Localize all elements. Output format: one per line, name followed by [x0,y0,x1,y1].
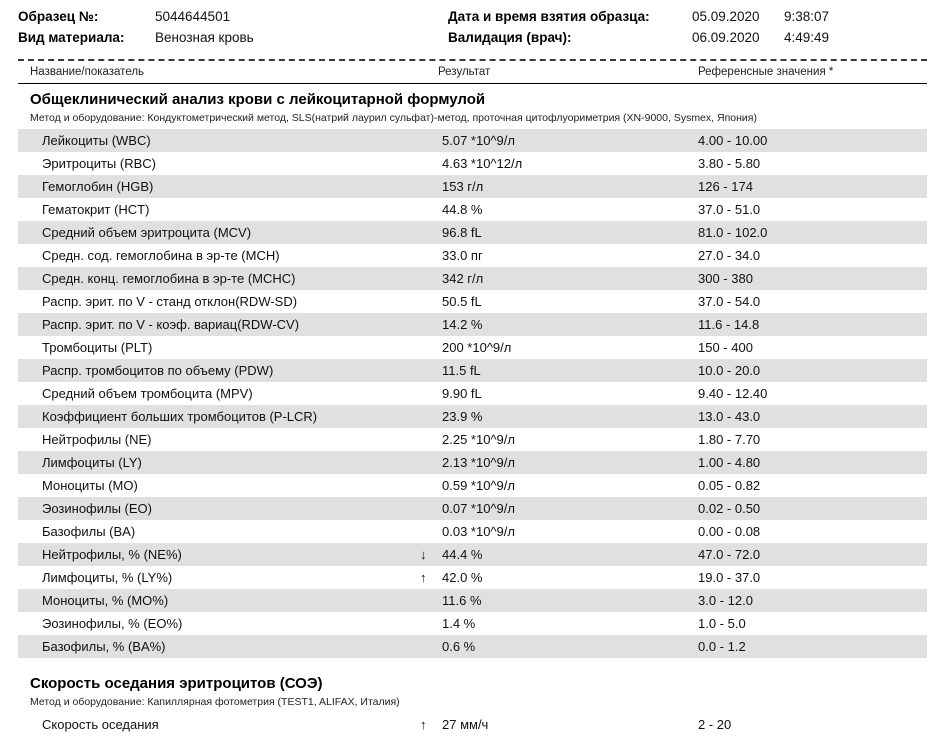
row-reference: 0.02 - 0.50 [698,501,761,517]
table-row [18,152,927,175]
row-reference: 0.05 - 0.82 [698,478,761,494]
table-row [18,612,927,635]
row-reference: 47.0 - 72.0 [698,547,761,563]
table-row [18,405,927,428]
row-result [438,616,698,631]
row-result [438,524,698,539]
row-reference: 300 - 380 [698,271,753,287]
row-result [438,248,698,263]
row-result [438,432,698,447]
row-value: 4.63 *10^12/л [442,156,523,172]
row-name: Средн. конц. гемоглобина в эр-те (MCHC) [42,271,296,287]
row-flag-icon: ↑ [420,570,427,586]
collection-datetime-row [448,9,927,30]
row-value: 342 г/л [442,271,484,287]
row-reference: 126 - 174 [698,179,753,195]
section-method [18,111,820,129]
table-row [18,267,927,290]
row-reference: 3.80 - 5.80 [698,156,761,172]
row-name: Моноциты (MO) [42,478,138,494]
row-result [438,593,698,608]
row-name: Тромбоциты (PLT) [42,340,153,356]
row-reference: 9.40 - 12.40 [698,386,768,402]
collection-date-value: 05.09.2020 [692,9,760,24]
row-reference: 27.0 - 34.0 [698,248,761,264]
table-row [18,336,927,359]
row-result [438,294,698,309]
row-result [438,179,698,194]
sample-number-label: Образец №: [18,9,99,24]
row-result [420,547,698,563]
validation-label: Валидация (врач): [448,30,572,45]
method-label: Метод и оборудование: [30,696,145,709]
row-result [438,156,698,171]
table-row [18,198,927,221]
column-headers [18,61,927,83]
collection-datetime-label: Дата и время взятия образца: [448,9,650,24]
validation-row [448,30,927,51]
row-name: Скорость оседания [42,717,159,733]
row-value: 153 г/л [442,179,484,195]
column-header-result: Результат [438,66,491,78]
row-result [438,202,698,217]
row-reference: 13.0 - 43.0 [698,409,761,425]
table-row [18,474,927,497]
row-reference: 1.00 - 4.80 [698,455,761,471]
row-value: 14.2 % [442,317,483,333]
row-flag-icon: ↑ [420,717,427,733]
row-name: Эозинофилы (EO) [42,501,152,517]
row-name: Гемоглобин (HGB) [42,179,154,195]
row-name: Распр. тромбоцитов по объему (PDW) [42,363,274,379]
row-flag-icon: ↓ [420,547,427,563]
row-value: 96.8 fL [442,225,482,241]
section-esr [18,668,927,736]
section-title: Общеклинический анализ крови с лейкоцитарной формулой [30,91,486,108]
table-row [18,359,927,382]
row-result [438,386,698,401]
row-result [438,225,698,240]
table-row [18,244,927,267]
row-value: 0.6 % [442,639,476,655]
row-name: Базофилы, % (BA%) [42,639,166,655]
row-result [438,363,698,378]
material-value: Венозная кровь [155,30,254,45]
row-value: 11.5 fL [442,363,481,379]
row-reference: 37.0 - 51.0 [698,202,761,218]
table-row [18,635,927,658]
row-name: Коэффициент больших тромбоцитов (P-LCR) [42,409,318,425]
table-row [18,221,927,244]
method-label: Метод и оборудование: [30,112,145,124]
row-name: Лейкоциты (WBC) [42,133,151,149]
row-value: 0.59 *10^9/л [442,478,515,494]
table-row [18,589,927,612]
row-reference: 1.80 - 7.70 [698,432,761,448]
row-reference: 1.0 - 5.0 [698,616,746,632]
row-name: Нейтрофилы (NE) [42,432,152,448]
collection-date [692,9,829,24]
row-reference: 37.0 - 54.0 [698,294,761,310]
row-name: Моноциты, % (MO%) [42,593,169,609]
validation-date-value: 06.09.2020 [692,30,760,45]
sample-number-row [18,9,448,30]
header-right-column [448,9,927,51]
row-reference: 2 - 20 [698,717,732,733]
row-reference: 150 - 400 [698,340,753,356]
row-value: 27 мм/ч [442,717,489,733]
row-value: 2.25 *10^9/л [442,432,515,448]
table-row [18,566,927,589]
row-result [420,717,698,733]
report-header [18,0,927,57]
row-value: 44.8 % [442,202,483,218]
row-name: Базофилы (BA) [42,524,136,540]
row-name: Средний объем тромбоцита (MPV) [42,386,253,402]
table-row [18,497,927,520]
section-cbc [18,84,927,658]
row-name: Лимфоциты (LY) [42,455,142,471]
method-text: Кондуктометрический метод, SLS(натрий лаурил сульфат)-метод, проточная цитофлуориметрия (XN-9000, Sysmex, Япония) [147,112,757,124]
row-value: 200 *10^9/л [442,340,512,356]
validation-date [692,30,829,45]
header-left-column [18,9,448,51]
section-method [18,695,820,713]
material-label: Вид материала: [18,30,125,45]
row-result [438,478,698,493]
row-value: 0.03 *10^9/л [442,524,515,540]
row-name: Гематокрит (HCT) [42,202,150,218]
table-row [18,175,927,198]
row-reference: 0.0 - 1.2 [698,639,746,655]
section-title: Скорость оседания эритроцитов (СОЭ) [30,675,323,693]
row-value: 1.4 % [442,616,476,632]
table-row [18,713,927,736]
row-result [438,271,698,286]
row-name: Эозинофилы, % (EO%) [42,616,183,632]
row-result [438,317,698,332]
row-name: Распр. эрит. по V - коэф. вариац(RDW-CV) [42,317,300,333]
row-value: 50.5 fL [442,294,482,310]
row-value: 11.6 % [442,593,482,609]
method-text: Капиллярная фотометрия (TEST1, ALIFAX, Италия) [147,696,400,709]
row-name: Лимфоциты, % (LY%) [42,570,173,586]
row-name: Средн. сод. гемоглобина в эр-те (MCH) [42,248,280,264]
row-reference: 0.00 - 0.08 [698,524,761,540]
row-name: Распр. эрит. по V - станд отклон(RDW-SD) [42,294,298,310]
row-value: 0.07 *10^9/л [442,501,515,517]
column-header-reference: Референсные значения * [698,66,834,78]
table-row [18,543,927,566]
table-row [18,129,927,152]
collection-time-value: 9:38:07 [784,9,830,24]
row-result [438,340,698,355]
row-result [438,501,698,516]
row-result [438,455,698,470]
row-result [438,133,698,148]
row-value: 5.07 *10^9/л [442,133,515,149]
row-result [438,639,698,654]
table-row [18,451,927,474]
results-table [18,713,927,736]
table-row [18,520,927,543]
row-value: 44.4 % [442,547,483,563]
row-reference: 10.0 - 20.0 [698,363,761,379]
row-value: 33.0 пг [442,248,483,264]
row-name: Эритроциты (RBC) [42,156,156,172]
sample-number-value: 5044644501 [155,9,231,24]
row-result [438,409,698,424]
row-value: 9.90 fL [442,386,482,402]
column-header-name: Название/показатель [30,66,145,78]
row-value: 2.13 *10^9/л [442,455,515,471]
table-row [18,290,927,313]
row-reference: 11.6 - 14.8 [698,317,760,333]
row-name: Нейтрофилы, % (NE%) [42,547,182,563]
table-row [18,382,927,405]
table-row [18,428,927,451]
validation-time-value: 4:49:49 [784,30,830,45]
results-table [18,129,927,658]
table-row [18,313,927,336]
row-reference: 4.00 - 10.00 [698,133,768,149]
row-reference: 81.0 - 102.0 [698,225,768,241]
row-name: Средний объем эритроцита (MCV) [42,225,252,241]
material-row [18,30,448,51]
row-result [420,570,698,586]
row-reference: 3.0 - 12.0 [698,593,753,609]
row-value: 23.9 % [442,409,483,425]
row-value: 42.0 % [442,570,483,586]
row-reference: 19.0 - 37.0 [698,570,761,586]
